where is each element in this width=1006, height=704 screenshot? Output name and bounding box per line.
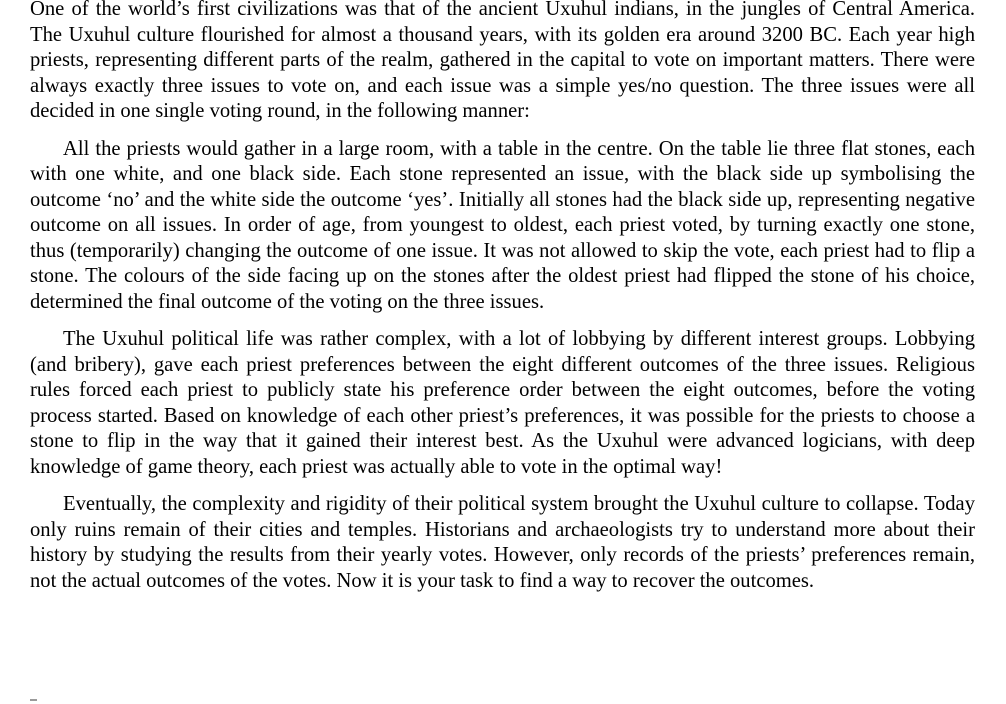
cutoff-next-heading-fragment xyxy=(30,699,37,701)
statement-paragraph-intro: One of the world’s first civilizations was that of the ancient Uxuhul indians, in the jungles of Central America. The Uxuhul culture flourished for almost a thousand years, with its golden era around 3200 BC. Each year high priests, representing different parts of the realm, gathered in the capital to vote on important matters. There were always exactly three issues to vote on, and each issue was a simple yes/no question. The three issues were all decided in one single voting round, in the following manner: xyxy=(30,0,975,122)
problem-statement xyxy=(30,0,975,594)
statement-paragraph-voting-procedure: All the priests would gather in a large room, with a table in the centre. On the table lie three flat stones, each with one white, and one black side. Each stone represented an issue, with the black side up symbolising the outcome ‘no’ and the white side the outcome ‘yes’. Initially all stones had the black side up, representing negative outcome on all issues. In order of age, from youngest to oldest, each priest voted, by turning exactly one stone, thus (temporarily) changing the outcome of one issue. It was not allowed to skip the vote, each priest had to flip a stone. The colours of the side facing up on the stones after the oldest priest had flipped the stone of his choice, determined the final outcome of the voting on the three issues. xyxy=(30,137,975,313)
statement-paragraph-preferences: The Uxuhul political life was rather complex, with a lot of lobbying by different interest groups. Lobbying (and bribery), gave each priest preferences between the eight different outcomes of the three issues. Religious rules forced each priest to publicly state his preference order between the eight outcomes, before the voting process started. Based on knowledge of each other priest’s preferences, it was possible for the priests to choose a stone to flip in the way that it gained their interest best. As the Uxuhul were advanced logicians, with deep knowledge of game theory, each priest was actually able to vote in the optimal way! xyxy=(30,328,975,478)
statement-paragraph-task: Eventually, the complexity and rigidity of their political system brought the Uxuhul culture to collapse. Today only ruins remain of their cities and temples. Historians and archaeologists try to understand more about their history by studying the results from their yearly votes. However, only records of the priests’ preferences remain, not the actual outcomes of the votes. Now it is your task to find a way to recover the outcomes. xyxy=(30,493,975,592)
